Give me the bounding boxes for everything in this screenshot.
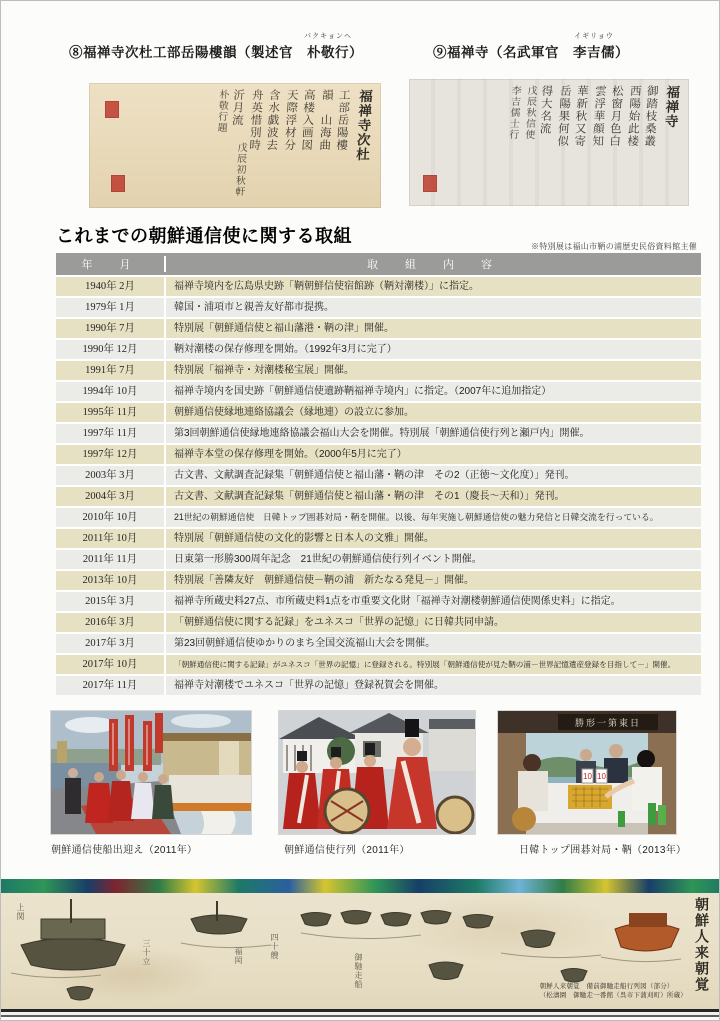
table-row xyxy=(56,632,701,653)
row-activity: 日東第一形勝300周年記念 21世紀の朝鮮通信使行列イベント開催。 xyxy=(174,554,482,565)
section-note: ※特別展は福山市鞆の浦歴史民俗資料館主催 xyxy=(531,242,697,251)
table-row xyxy=(56,611,701,632)
score-card: 10 xyxy=(583,772,592,781)
table-row xyxy=(56,548,701,569)
row-activity: 第23回朝鮮通信使ゆかりのまち全国交流福山大会を開催。 xyxy=(174,638,436,649)
photo-caption: 朝鮮通信使行列（2011年） xyxy=(284,845,410,856)
row-date: 1994年 10月 xyxy=(56,382,166,401)
row-date: 2017年 11月 xyxy=(56,676,166,695)
photo-go-match xyxy=(498,711,676,834)
row-activity: 特別展「善隣友好 朝鮮通信使－鞆の浦 新たなる発見－」開催。 xyxy=(174,575,474,586)
row-activity: 朝鮮通信使縁地連絡協議会（縁地連）の設立に参加。 xyxy=(174,407,414,418)
row-activity: 特別展「朝鮮通信使と福山藩港・鞆の津」開催。 xyxy=(174,323,394,334)
row-date: 2017年 10月 xyxy=(56,655,166,674)
row-date: 1990年 7月 xyxy=(56,319,166,338)
chronology-table xyxy=(56,253,701,695)
row-activity: 特別展「福禅寺・対潮楼秘宝展」開催。 xyxy=(174,365,354,376)
row-activity: 21世紀の朝鮮通信使 日韓トップ囲碁対局・鞆を開催。以後、毎年実施し朝鮮通信使の魅力発信と日韓交流を行っている。 xyxy=(174,512,659,522)
row-date: 2016年 3月 xyxy=(56,613,166,632)
scroll-flag-band xyxy=(1,879,720,893)
scroll-painting xyxy=(1,879,720,1009)
table-row xyxy=(56,569,701,590)
artifact-9-furigana: イギリョウ xyxy=(574,32,614,40)
red-seal-icon xyxy=(105,101,119,118)
row-activity: 韓国・浦項市と親善友好都市提携。 xyxy=(174,302,334,313)
row-activity: 福禅寺本堂の保存修理を開始。（2000年5月に完了） xyxy=(174,449,407,460)
row-date: 2017年 3月 xyxy=(56,634,166,653)
table-row xyxy=(56,380,701,401)
row-date: 2011年 10月 xyxy=(56,529,166,548)
header-date: 年 月 xyxy=(56,256,166,272)
red-seal-icon xyxy=(423,175,437,192)
artifact-caption-8: ⑧福禅寺次杜工部岳陽樓韻（製述官 パクキョンヘ 朴敬行） xyxy=(69,32,363,60)
scroll-caption: 朝鮮人来朝覚 備前御馳走船行列図（部分） （松濤園 御馳走一番館（呉市下蒲刈町）所蔵） xyxy=(539,982,687,1000)
calligraphy-text: 福禅寺次杜 工部岳陽樓 韻 山海曲 高楼入画図 天際浮材分 含水戯波去 舟英惜別時 沂月流 戊辰初秋軒 朴敬行題 xyxy=(214,89,372,197)
row-date: 2003年 3月 xyxy=(56,466,166,485)
row-activity: 福禅寺境内を国史跡「朝鮮通信使遺跡鞆福禅寺境内」に指定。（2007年に追加指定） xyxy=(174,386,552,397)
row-date: 1997年 11月 xyxy=(56,424,166,443)
calligraphy-image-left xyxy=(89,83,381,208)
artifact-caption-9: ⑨福禅寺（名武軍官 イギリョウ 李吉儒） xyxy=(433,32,629,60)
table-row xyxy=(56,317,701,338)
photo-ship-welcome xyxy=(51,711,251,834)
ink-label: 上関 xyxy=(16,903,25,921)
row-activity: 福禅寺境内を広島県史跡「鞆朝鮮信使宿館跡（鞆対潮楼）」に指定。 xyxy=(174,281,479,292)
row-activity: 古文書、文献調査記録集「朝鮮通信使と福山藩・鞆の津 その1（慶長～天和）」発刊。 xyxy=(174,491,565,502)
ink-label: 福岡 xyxy=(234,947,243,965)
row-activity: 古文書、文献調査記録集「朝鮮通信使と福山藩・鞆の津 その2（正徳～文化度）」発刊。 xyxy=(174,470,575,481)
page-bottom-edge xyxy=(1,1009,720,1017)
table-header xyxy=(56,253,701,275)
artifact-9-person: イギリョウ 李吉儒 xyxy=(573,32,615,60)
score-card: 10 xyxy=(597,772,606,781)
row-date: 1979年 1月 xyxy=(56,298,166,317)
table-row xyxy=(56,401,701,422)
row-activity: 鞆対潮楼の保存修理を開始。（1992年3月に完了） xyxy=(174,344,397,355)
ink-label: 三十立 xyxy=(142,939,151,966)
calligraphy-image-right xyxy=(409,79,689,206)
row-activity: 「朝鮮通信使に関する記録」がユネスコ「世界の記憶」に登録される。特別展「朝鮮通信使が見た鞆の浦－世界記憶遺産登録を目指して－」開催。 xyxy=(174,660,676,669)
table-row xyxy=(56,464,701,485)
row-date: 1997年 12月 xyxy=(56,445,166,464)
scroll-title: 朝鮮人来朝覚 xyxy=(693,897,709,993)
photo-caption: 日韓トップ囲碁対局・鞆（2013年） xyxy=(519,845,687,856)
artifact-8-title: ⑧福禅寺次杜工部岳陽樓韻（製述官 xyxy=(69,45,307,60)
table-row xyxy=(56,275,701,296)
row-activity: 「朝鮮通信使に関する記録」をユネスコ「世界の記憶」に日韓共同申請。 xyxy=(174,617,504,628)
header-content: 取 組 内 容 xyxy=(367,259,500,271)
ink-label: 四十艘 xyxy=(270,933,279,960)
photo-caption: 朝鮮通信使船出迎え（2011年） xyxy=(51,845,198,856)
row-activity: 福禅寺所蔵史料27点、市所蔵史料1点を市重要文化財「福禅寺対潮楼朝鮮通信使関係史料」に指定。 xyxy=(174,596,621,607)
artifact-9-title: ⑨福禅寺（名武軍官 xyxy=(433,45,573,60)
scroll-paper xyxy=(1,893,720,1009)
photo-procession xyxy=(279,711,475,834)
table-row xyxy=(56,338,701,359)
table-row xyxy=(56,506,701,527)
row-date: 2011年 11月 xyxy=(56,550,166,569)
row-date: 2013年 10月 xyxy=(56,571,166,590)
table-row xyxy=(56,296,701,317)
ink-label: 御馳走船 xyxy=(354,953,363,989)
table-row xyxy=(56,443,701,464)
row-activity: 特別展「朝鮮通信使の文化的影響と日本人の文雅」開催。 xyxy=(174,533,434,544)
table-row xyxy=(56,653,701,674)
row-activity: 第3回朝鮮通信使縁地連絡協議会福山大会を開催。特別展「朝鮮通信使行列と瀬戸内」開催。 xyxy=(174,428,590,439)
table-row xyxy=(56,359,701,380)
row-activity: 福禅寺対潮楼でユネスコ「世界の記憶」登録祝賀会を開催。 xyxy=(174,680,444,691)
row-date: 1991年 7月 xyxy=(56,361,166,380)
calligraphy-text: 福禅寺 御踏枝桑叢 西陽始此楼 松窗月色白 雲浮華顔知 華新秋又寄 岳陽果何似 得大名流 戊辰秋信使 李吉儒士行 xyxy=(506,85,680,148)
artifact-8-furigana: パクキョンヘ xyxy=(304,32,352,40)
row-date: 2010年 10月 xyxy=(56,508,166,527)
plaque-text: 勝形一第東日 xyxy=(574,719,642,729)
row-date: 1995年 11月 xyxy=(56,403,166,422)
table-row xyxy=(56,674,701,695)
row-date: 1940年 2月 xyxy=(56,277,166,296)
row-date: 2015年 3月 xyxy=(56,592,166,611)
table-row xyxy=(56,422,701,443)
row-date: 2004年 3月 xyxy=(56,487,166,506)
row-date: 1990年 12月 xyxy=(56,340,166,359)
table-row xyxy=(56,527,701,548)
artifact-8-person: パクキョンヘ 朴敬行 xyxy=(304,32,352,60)
table-row xyxy=(56,590,701,611)
section-title: これまでの朝鮮通信使に関する取組 xyxy=(56,226,352,246)
table-row xyxy=(56,485,701,506)
